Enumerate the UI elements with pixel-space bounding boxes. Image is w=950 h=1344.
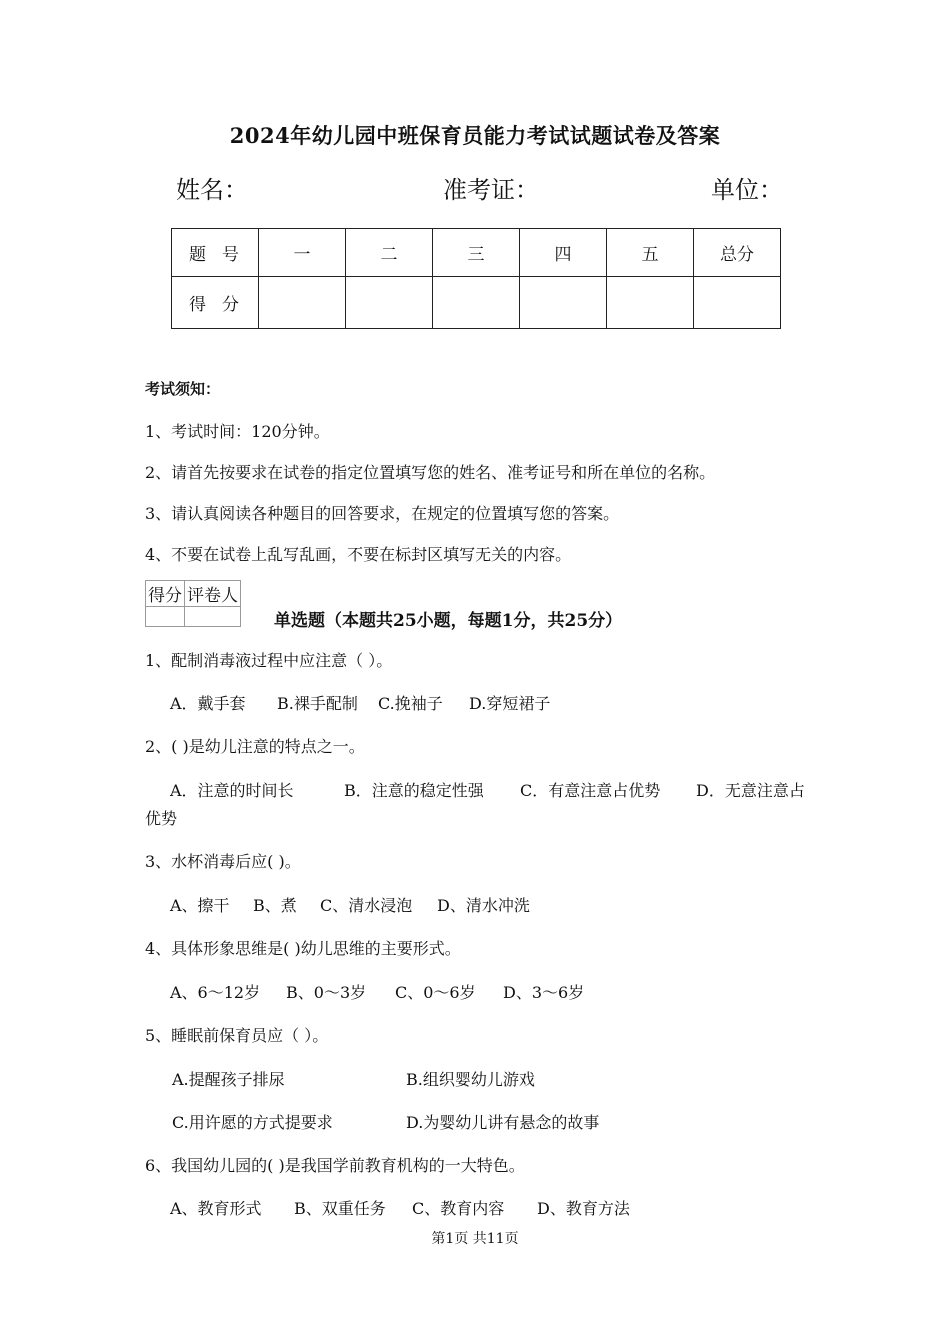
grader-score-label: 得分 <box>146 581 185 607</box>
grader-name-cell[interactable] <box>185 607 241 627</box>
notice-item-3: 3、请认真阅读各种题目的回答要求，在规定的位置填写您的答案。 <box>145 504 620 523</box>
document-title: 2024年幼儿园中班保育员能力考试试题试卷及答案 <box>229 123 721 148</box>
question-5-option-a[interactable]: A.提醒孩子排尿 <box>172 1070 285 1089</box>
score-table-score-row <box>172 277 781 329</box>
question-2-stem: 2、( )是幼儿注意的特点之一。 <box>145 737 365 756</box>
question-6-option-d[interactable]: D、教育方法 <box>537 1199 630 1218</box>
score-col-2: 二 <box>346 229 433 277</box>
score-col-1: 一 <box>259 229 346 277</box>
grader-box-header-row <box>146 581 241 607</box>
notice-heading: 考试须知： <box>145 380 221 398</box>
score-col-total: 总分 <box>694 229 781 277</box>
question-1-option-d[interactable]: D.穿短裙子 <box>469 694 551 713</box>
score-table-header-row <box>172 229 781 277</box>
question-3-stem: 3、水杯消毒后应( )。 <box>145 852 301 871</box>
question-1-stem: 1、配制消毒液过程中应注意（ ）。 <box>145 651 393 670</box>
unit-field-label: 单位： <box>711 176 783 204</box>
score-cell-4[interactable] <box>520 277 607 329</box>
score-col-3: 三 <box>433 229 520 277</box>
question-2-option-d[interactable]: D．无意注意占 <box>696 781 805 800</box>
question-4-option-d[interactable]: D、3～6岁 <box>503 983 585 1002</box>
question-6-stem: 6、我国幼儿园的( )是我国学前教育机构的一大特色。 <box>145 1156 525 1175</box>
notice-item-1: 1、考试时间：120分钟。 <box>145 422 330 441</box>
score-cell-1[interactable] <box>259 277 346 329</box>
question-1-option-a[interactable]: A．戴手套 <box>170 694 246 713</box>
score-col-4: 四 <box>520 229 607 277</box>
question-6-option-b[interactable]: B、双重任务 <box>294 1199 386 1218</box>
score-table <box>171 228 781 329</box>
grader-name-label: 评卷人 <box>185 581 241 607</box>
question-2-option-c[interactable]: C．有意注意占优势 <box>520 781 661 800</box>
question-2-option-a[interactable]: A．注意的时间长 <box>170 781 294 800</box>
question-2-option-d-continuation: 优势 <box>145 809 178 828</box>
score-cell-5[interactable] <box>607 277 694 329</box>
score-cell-2[interactable] <box>346 277 433 329</box>
question-3-option-c[interactable]: C、清水浸泡 <box>320 896 413 915</box>
question-2-option-b[interactable]: B．注意的稳定性强 <box>344 781 484 800</box>
question-4-stem: 4、具体形象思维是( )幼儿思维的主要形式。 <box>145 939 461 958</box>
question-3-option-d[interactable]: D、清水冲洗 <box>437 896 530 915</box>
question-5-option-d[interactable]: D.为婴幼儿讲有悬念的故事 <box>406 1113 600 1132</box>
question-6-option-a[interactable]: A、教育形式 <box>170 1199 262 1218</box>
notice-item-4: 4、不要在试卷上乱写乱画，不要在标封区填写无关的内容。 <box>145 545 572 564</box>
question-4-option-c[interactable]: C、0～6岁 <box>395 983 476 1002</box>
question-4-option-b[interactable]: B、0～3岁 <box>286 983 367 1002</box>
score-cell-total[interactable] <box>694 277 781 329</box>
question-1-option-b[interactable]: B.裸手配制 <box>277 694 358 713</box>
name-field-label: 姓名： <box>176 176 248 204</box>
section-title: 单选题（本题共25小题，每题1分，共25分） <box>274 611 623 631</box>
score-table-header-label: 题号 <box>172 229 259 277</box>
question-5-option-b[interactable]: B.组织婴幼儿游戏 <box>406 1070 535 1089</box>
question-4-option-a[interactable]: A、6～12岁 <box>170 983 261 1002</box>
question-6-option-c[interactable]: C、教育内容 <box>412 1199 505 1218</box>
question-1-option-c[interactable]: C.挽袖子 <box>378 694 443 713</box>
score-col-5: 五 <box>607 229 694 277</box>
grader-box <box>145 580 241 627</box>
question-3-option-b[interactable]: B、煮 <box>253 896 297 915</box>
question-3-option-a[interactable]: A、擦干 <box>170 896 230 915</box>
exam-id-field-label: 准考证： <box>443 176 539 204</box>
page-footer: 第1页 共11页 <box>431 1231 519 1247</box>
question-5-option-c[interactable]: C.用许愿的方式提要求 <box>172 1113 333 1132</box>
notice-item-2: 2、请首先按要求在试卷的指定位置填写您的姓名、准考证号和所在单位的名称。 <box>145 463 716 482</box>
question-5-stem: 5、睡眠前保育员应（ ）。 <box>145 1026 329 1045</box>
score-cell-3[interactable] <box>433 277 520 329</box>
score-table-row-label: 得分 <box>172 277 259 329</box>
grader-score-cell[interactable] <box>146 607 185 627</box>
grader-box-entry-row <box>146 607 241 627</box>
